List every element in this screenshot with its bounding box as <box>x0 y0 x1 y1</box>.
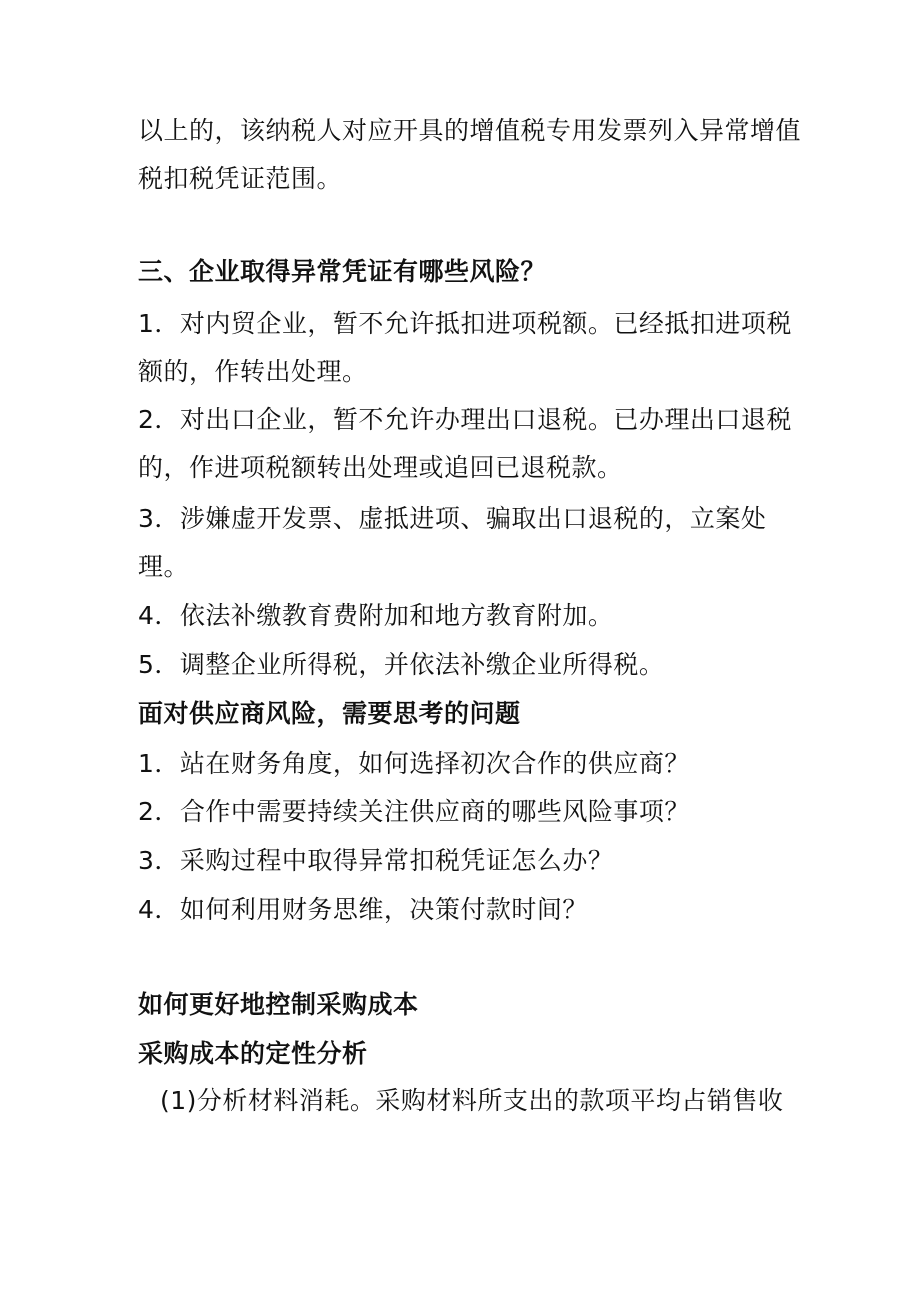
section-heading: 如何更好地控制采购成本 <box>138 990 419 1019</box>
list-item: 3．采购过程中取得异常扣税凭证怎么办？ <box>138 846 614 875</box>
list-item: 5．调整企业所得税，并依法补缴企业所得税。 <box>138 650 665 679</box>
list-item-continuation: 理。 <box>138 552 190 581</box>
list-item: 2．合作中需要持续关注供应商的哪些风险事项？ <box>138 797 690 826</box>
list-item-continuation: 的，作进项税额转出处理或追回已退税款。 <box>138 453 623 482</box>
paragraph-line: 税扣税凭证范围。 <box>138 164 343 193</box>
paragraph-line: (1)分析材料消耗。采购材料所支出的款项平均占销售收 <box>160 1086 784 1115</box>
list-item: 3．涉嫌虚开发票、虚抵进项、骗取出口退税的，立案处 <box>138 504 767 533</box>
list-item: 1．对内贸企业，暂不允许抵扣进项税额。已经抵扣进项税 <box>138 309 792 338</box>
paragraph-line: 以上的，该纳税人对应开具的增值税专用发票列入异常增值 <box>138 116 802 145</box>
subsection-heading: 采购成本的定性分析 <box>138 1039 368 1068</box>
section-heading: 面对供应商风险，需要思考的问题 <box>138 699 521 728</box>
list-item: 4．如何利用财务思维，决策付款时间？ <box>138 895 588 924</box>
list-item: 2．对出口企业，暂不允许办理出口退税。已办理出口退税 <box>138 405 792 434</box>
list-item: 4．依法补缴教育费附加和地方教育附加。 <box>138 601 614 630</box>
section-heading: 三、企业取得异常凭证有哪些风险？ <box>138 257 547 286</box>
list-item: 1．站在财务角度，如何选择初次合作的供应商？ <box>138 749 690 778</box>
list-item-continuation: 额的，作转出处理。 <box>138 357 368 386</box>
